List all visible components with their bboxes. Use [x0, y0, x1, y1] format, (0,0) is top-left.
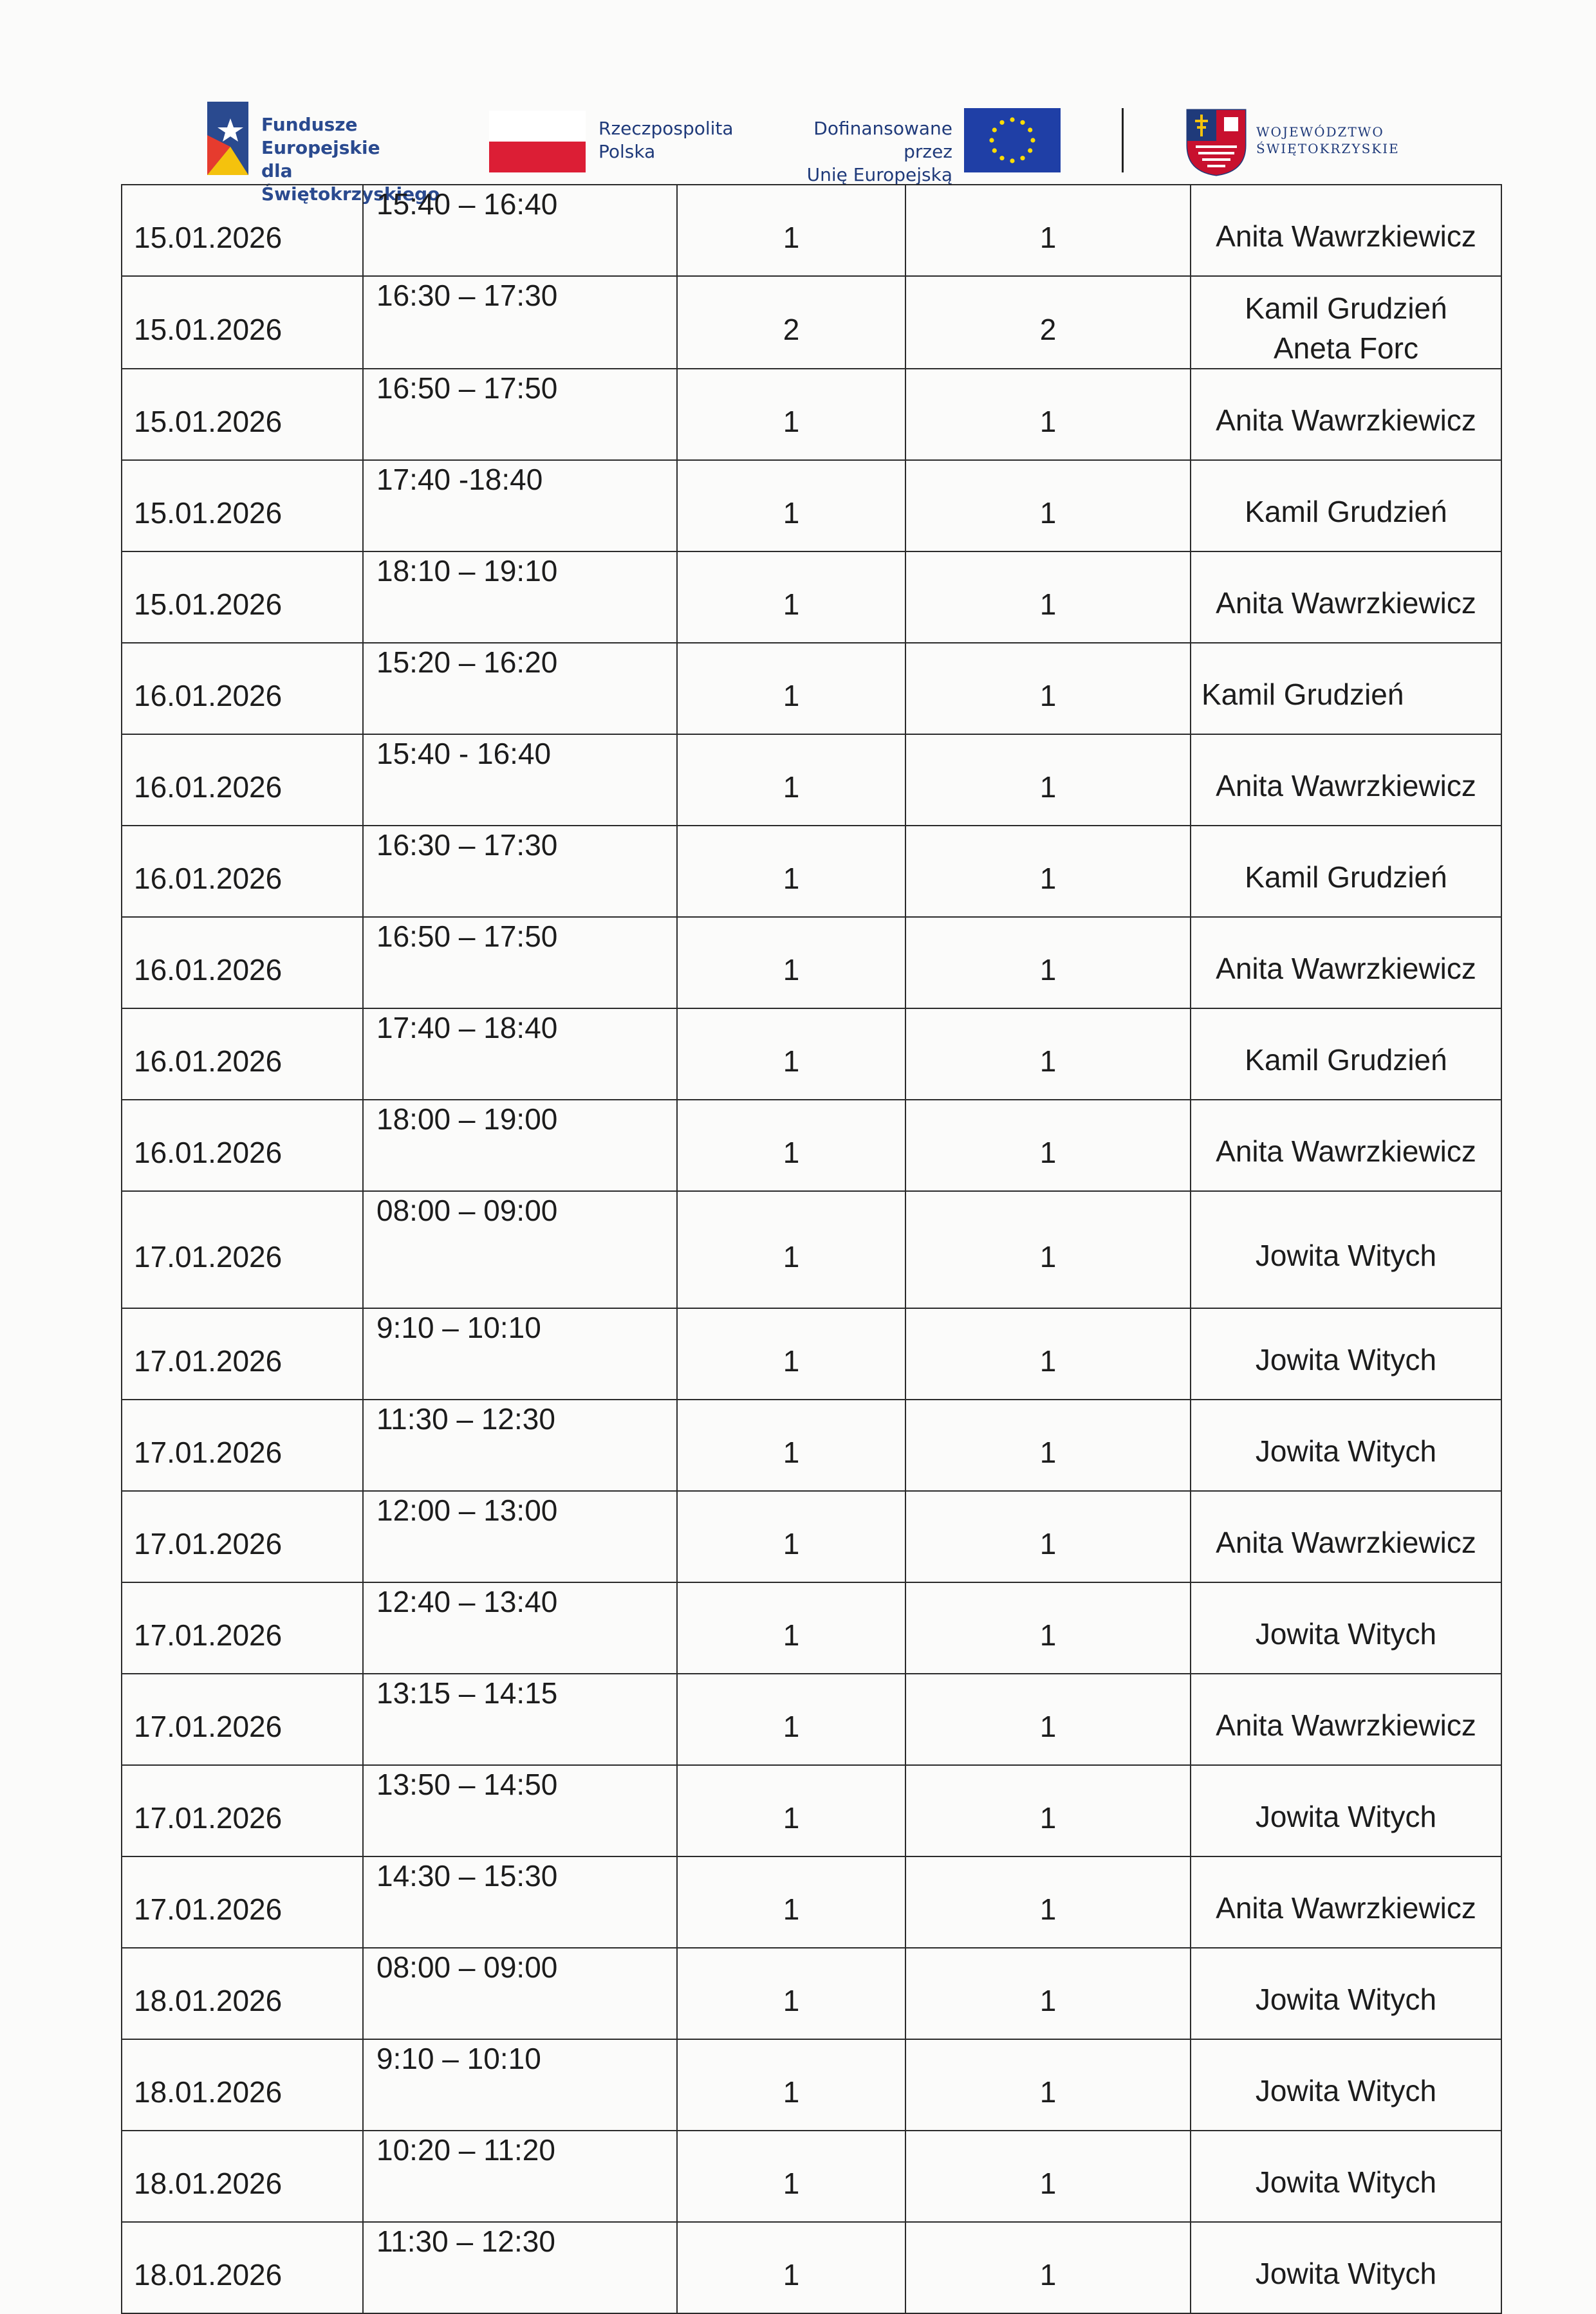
time-cell: 10:20 – 11:20: [363, 2131, 677, 2222]
instructor-name: Anita Wawrzkiewicz: [1216, 1526, 1476, 1559]
date-cell: 15.01.2026: [122, 185, 363, 276]
wojewodztwo-swietokrzyskie-logo: [1184, 107, 1400, 179]
instructor-name: Kamil Grudzień: [1245, 860, 1447, 894]
instructor-cell: [1191, 551, 1501, 643]
time-cell: 16:50 – 17:50: [363, 917, 677, 1008]
count-cell: 1: [677, 1948, 905, 2039]
date-cell: 16.01.2026: [122, 1100, 363, 1191]
count-cell: 1: [677, 460, 905, 551]
instructor-name: Kamil Grudzień: [1245, 292, 1447, 325]
instructor-name: Anita Wawrzkiewicz: [1216, 769, 1476, 802]
date-cell: 17.01.2026: [122, 1674, 363, 1765]
eu-star: [1028, 127, 1032, 132]
count-cell: 1: [905, 1765, 1191, 1856]
instructor-name: Anita Wawrzkiewicz: [1216, 952, 1476, 985]
eu-star: [992, 148, 997, 153]
region-logo-line-1: WOJEWÓDZTWO: [1256, 124, 1384, 140]
table-row: [122, 1100, 1501, 1191]
time-cell: 12:40 – 13:40: [363, 1582, 677, 1674]
eu-star: [1028, 148, 1032, 153]
time-cell: 16:30 – 17:30: [363, 276, 677, 369]
eu-flag-icon: [964, 108, 1061, 172]
time-cell: 08:00 – 09:00: [363, 1191, 677, 1308]
time-cell: 13:15 – 14:15: [363, 1674, 677, 1765]
table-row: [122, 460, 1501, 551]
count-cell: 1: [677, 1765, 905, 1856]
count-cell: 1: [905, 917, 1191, 1008]
table-row: [122, 369, 1501, 460]
count-cell: 1: [905, 1008, 1191, 1100]
count-cell: 1: [677, 2039, 905, 2131]
eu-logo-line-1: Dofinansowane przez: [813, 118, 952, 162]
count-cell: 1: [905, 1308, 1191, 1400]
count-cell: 1: [677, 2222, 905, 2313]
date-cell: 15.01.2026: [122, 460, 363, 551]
region-logo-text: [1256, 124, 1400, 157]
count-cell: 1: [677, 369, 905, 460]
instructor-cell: [1191, 643, 1501, 734]
instructor-name: Anita Wawrzkiewicz: [1216, 219, 1476, 253]
instructor-cell: [1191, 1191, 1501, 1308]
eu-logo-text: [766, 117, 952, 187]
count-cell: 1: [677, 1308, 905, 1400]
table-row: [122, 1491, 1501, 1582]
table-row: [122, 734, 1501, 826]
eu-star: [1010, 117, 1014, 122]
table-row: [122, 1582, 1501, 1674]
table-row: [122, 1008, 1501, 1100]
pl-logo-text: [598, 117, 734, 163]
instructor-name: Kamil Grudzień: [1202, 678, 1404, 711]
date-cell: 15.01.2026: [122, 369, 363, 460]
polish-flag-icon: [489, 111, 586, 172]
date-cell: 15.01.2026: [122, 551, 363, 643]
schedule-table: [121, 184, 1502, 2314]
count-cell: 1: [677, 1491, 905, 1582]
eu-star: [1020, 120, 1025, 125]
instructor-name: Jowita Witych: [1255, 2165, 1437, 2199]
instructor-cell: [1191, 1400, 1501, 1491]
count-cell: 1: [677, 1674, 905, 1765]
rzeczpospolita-polska-logo: [489, 111, 747, 175]
instructor-cell: [1191, 185, 1501, 276]
instructor-name: Aneta Forc: [1274, 331, 1418, 365]
instructor-cell: [1191, 460, 1501, 551]
table-row: [122, 826, 1501, 917]
time-cell: 15:40 – 16:40: [363, 185, 677, 276]
fe-logo-line-2: dla Świętokrzyskiego: [261, 160, 440, 205]
date-cell: 16.01.2026: [122, 643, 363, 734]
count-cell: 1: [677, 2131, 905, 2222]
table-row: [122, 643, 1501, 734]
count-cell: 1: [905, 460, 1191, 551]
count-cell: 1: [905, 2039, 1191, 2131]
table-row: [122, 551, 1501, 643]
instructor-name: Jowita Witych: [1255, 2257, 1437, 2290]
instructor-name: Jowita Witych: [1255, 1239, 1437, 1272]
instructor-name: Anita Wawrzkiewicz: [1216, 403, 1476, 437]
pl-logo-line-1: Rzeczpospolita: [598, 118, 734, 139]
table-row: [122, 1948, 1501, 2039]
eu-logo-line-2: Unię Europejską: [806, 164, 952, 185]
eu-star: [1030, 138, 1035, 142]
instructor-cell: [1191, 2039, 1501, 2131]
time-cell: 17:40 – 18:40: [363, 1008, 677, 1100]
count-cell: 1: [905, 1674, 1191, 1765]
instructor-cell: [1191, 826, 1501, 917]
count-cell: 1: [905, 1582, 1191, 1674]
count-cell: 1: [677, 917, 905, 1008]
date-cell: 18.01.2026: [122, 1948, 363, 2039]
time-cell: 16:30 – 17:30: [363, 826, 677, 917]
count-cell: 1: [905, 643, 1191, 734]
time-cell: 9:10 – 10:10: [363, 2039, 677, 2131]
table-row: [122, 1191, 1501, 1308]
table-row: [122, 1400, 1501, 1491]
date-cell: 18.01.2026: [122, 2131, 363, 2222]
table-row: [122, 917, 1501, 1008]
instructor-cell: [1191, 1948, 1501, 2039]
date-cell: 17.01.2026: [122, 1400, 363, 1491]
count-cell: 1: [905, 1191, 1191, 1308]
instructor-cell: [1191, 1100, 1501, 1191]
time-cell: 15:40 - 16:40: [363, 734, 677, 826]
instructor-name: Anita Wawrzkiewicz: [1216, 1708, 1476, 1742]
time-cell: 18:00 – 19:00: [363, 1100, 677, 1191]
time-cell: 14:30 – 15:30: [363, 1856, 677, 1948]
date-cell: 17.01.2026: [122, 1765, 363, 1856]
date-cell: 18.01.2026: [122, 2222, 363, 2313]
count-cell: 1: [905, 1491, 1191, 1582]
table-row: [122, 2131, 1501, 2222]
count-cell: 1: [677, 643, 905, 734]
time-cell: 12:00 – 13:00: [363, 1491, 677, 1582]
count-cell: 1: [905, 826, 1191, 917]
count-cell: 1: [905, 2222, 1191, 2313]
table-row: [122, 1308, 1501, 1400]
count-cell: 1: [677, 734, 905, 826]
pl-logo-line-2: Polska: [598, 141, 656, 162]
time-cell: 17:40 -18:40: [363, 460, 677, 551]
count-cell: 1: [905, 1400, 1191, 1491]
instructor-cell: [1191, 1856, 1501, 1948]
instructor-cell: [1191, 1582, 1501, 1674]
instructor-cell: [1191, 2222, 1501, 2313]
eu-star: [1020, 156, 1025, 160]
instructor-name: Anita Wawrzkiewicz: [1216, 586, 1476, 620]
instructor-cell: [1191, 276, 1501, 369]
fundusze-europejskie-logo: [205, 97, 462, 205]
count-cell: 1: [905, 369, 1191, 460]
count-cell: 1: [905, 1948, 1191, 2039]
time-cell: 08:00 – 09:00: [363, 1948, 677, 2039]
instructor-cell: [1191, 369, 1501, 460]
instructor-name: Anita Wawrzkiewicz: [1216, 1134, 1476, 1168]
instructor-name: Jowita Witych: [1255, 1617, 1437, 1651]
date-cell: 15.01.2026: [122, 276, 363, 369]
time-cell: 15:20 – 16:20: [363, 643, 677, 734]
count-cell: 1: [905, 1100, 1191, 1191]
eu-star: [999, 120, 1004, 125]
table-row: [122, 1856, 1501, 1948]
instructor-name: Anita Wawrzkiewicz: [1216, 1891, 1476, 1925]
time-cell: 13:50 – 14:50: [363, 1765, 677, 1856]
count-cell: 1: [677, 1100, 905, 1191]
count-cell: 1: [905, 734, 1191, 826]
instructor-cell: [1191, 1674, 1501, 1765]
count-cell: 1: [677, 1582, 905, 1674]
instructor-name: Jowita Witych: [1255, 1983, 1437, 2016]
date-cell: 18.01.2026: [122, 2039, 363, 2131]
instructor-name: Jowita Witych: [1255, 2074, 1437, 2107]
time-cell: 18:10 – 19:10: [363, 551, 677, 643]
count-cell: 1: [677, 1856, 905, 1948]
table-row: [122, 276, 1501, 369]
count-cell: 1: [677, 1008, 905, 1100]
date-cell: 16.01.2026: [122, 1008, 363, 1100]
eu-cofinancing-logo: [766, 108, 1062, 185]
count-cell: 1: [677, 185, 905, 276]
count-cell: 1: [677, 826, 905, 917]
eu-star: [999, 156, 1004, 160]
date-cell: 17.01.2026: [122, 1308, 363, 1400]
date-cell: 17.01.2026: [122, 1191, 363, 1308]
date-cell: 17.01.2026: [122, 1491, 363, 1582]
table-row: [122, 2222, 1501, 2313]
instructor-name: Kamil Grudzień: [1245, 495, 1447, 528]
count-cell: 1: [677, 551, 905, 643]
table-row: [122, 1765, 1501, 1856]
instructor-name: Jowita Witych: [1255, 1434, 1437, 1468]
count-cell: 1: [905, 2131, 1191, 2222]
date-cell: 17.01.2026: [122, 1582, 363, 1674]
count-cell: 1: [677, 1191, 905, 1308]
instructor-cell: [1191, 2131, 1501, 2222]
instructor-name: Jowita Witych: [1255, 1800, 1437, 1833]
fe-star-icon: [205, 97, 251, 180]
count-cell: 1: [905, 551, 1191, 643]
region-logo-line-2: ŚWIĘTOKRZYSKIE: [1256, 141, 1400, 156]
instructor-cell: [1191, 1765, 1501, 1856]
eu-star: [1010, 158, 1014, 163]
date-cell: 16.01.2026: [122, 734, 363, 826]
eu-star: [989, 138, 994, 142]
table-row: [122, 185, 1501, 276]
eu-star: [992, 127, 997, 132]
date-cell: 16.01.2026: [122, 826, 363, 917]
logo-separator: [1122, 108, 1124, 172]
count-cell: 1: [905, 1856, 1191, 1948]
instructor-cell: [1191, 1491, 1501, 1582]
instructor-cell: [1191, 1308, 1501, 1400]
time-cell: 9:10 – 10:10: [363, 1308, 677, 1400]
time-cell: 11:30 – 12:30: [363, 1400, 677, 1491]
table-row: [122, 2039, 1501, 2131]
coat-of-arms-icon: [1184, 107, 1248, 178]
table-row: [122, 1674, 1501, 1765]
instructor-cell: [1191, 1008, 1501, 1100]
time-cell: 16:50 – 17:50: [363, 369, 677, 460]
fe-logo-line-1: Fundusze Europejskie: [261, 114, 380, 158]
count-cell: 1: [677, 1400, 905, 1491]
instructor-name: Kamil Grudzień: [1245, 1043, 1447, 1077]
instructor-cell: [1191, 734, 1501, 826]
time-cell: 11:30 – 12:30: [363, 2222, 677, 2313]
date-cell: 16.01.2026: [122, 917, 363, 1008]
instructor-name: Jowita Witych: [1255, 1343, 1437, 1376]
count-cell: 2: [677, 276, 905, 369]
count-cell: 1: [905, 185, 1191, 276]
date-cell: 17.01.2026: [122, 1856, 363, 1948]
schedule-body: [122, 185, 1501, 2313]
count-cell: 2: [905, 276, 1191, 369]
instructor-cell: [1191, 917, 1501, 1008]
